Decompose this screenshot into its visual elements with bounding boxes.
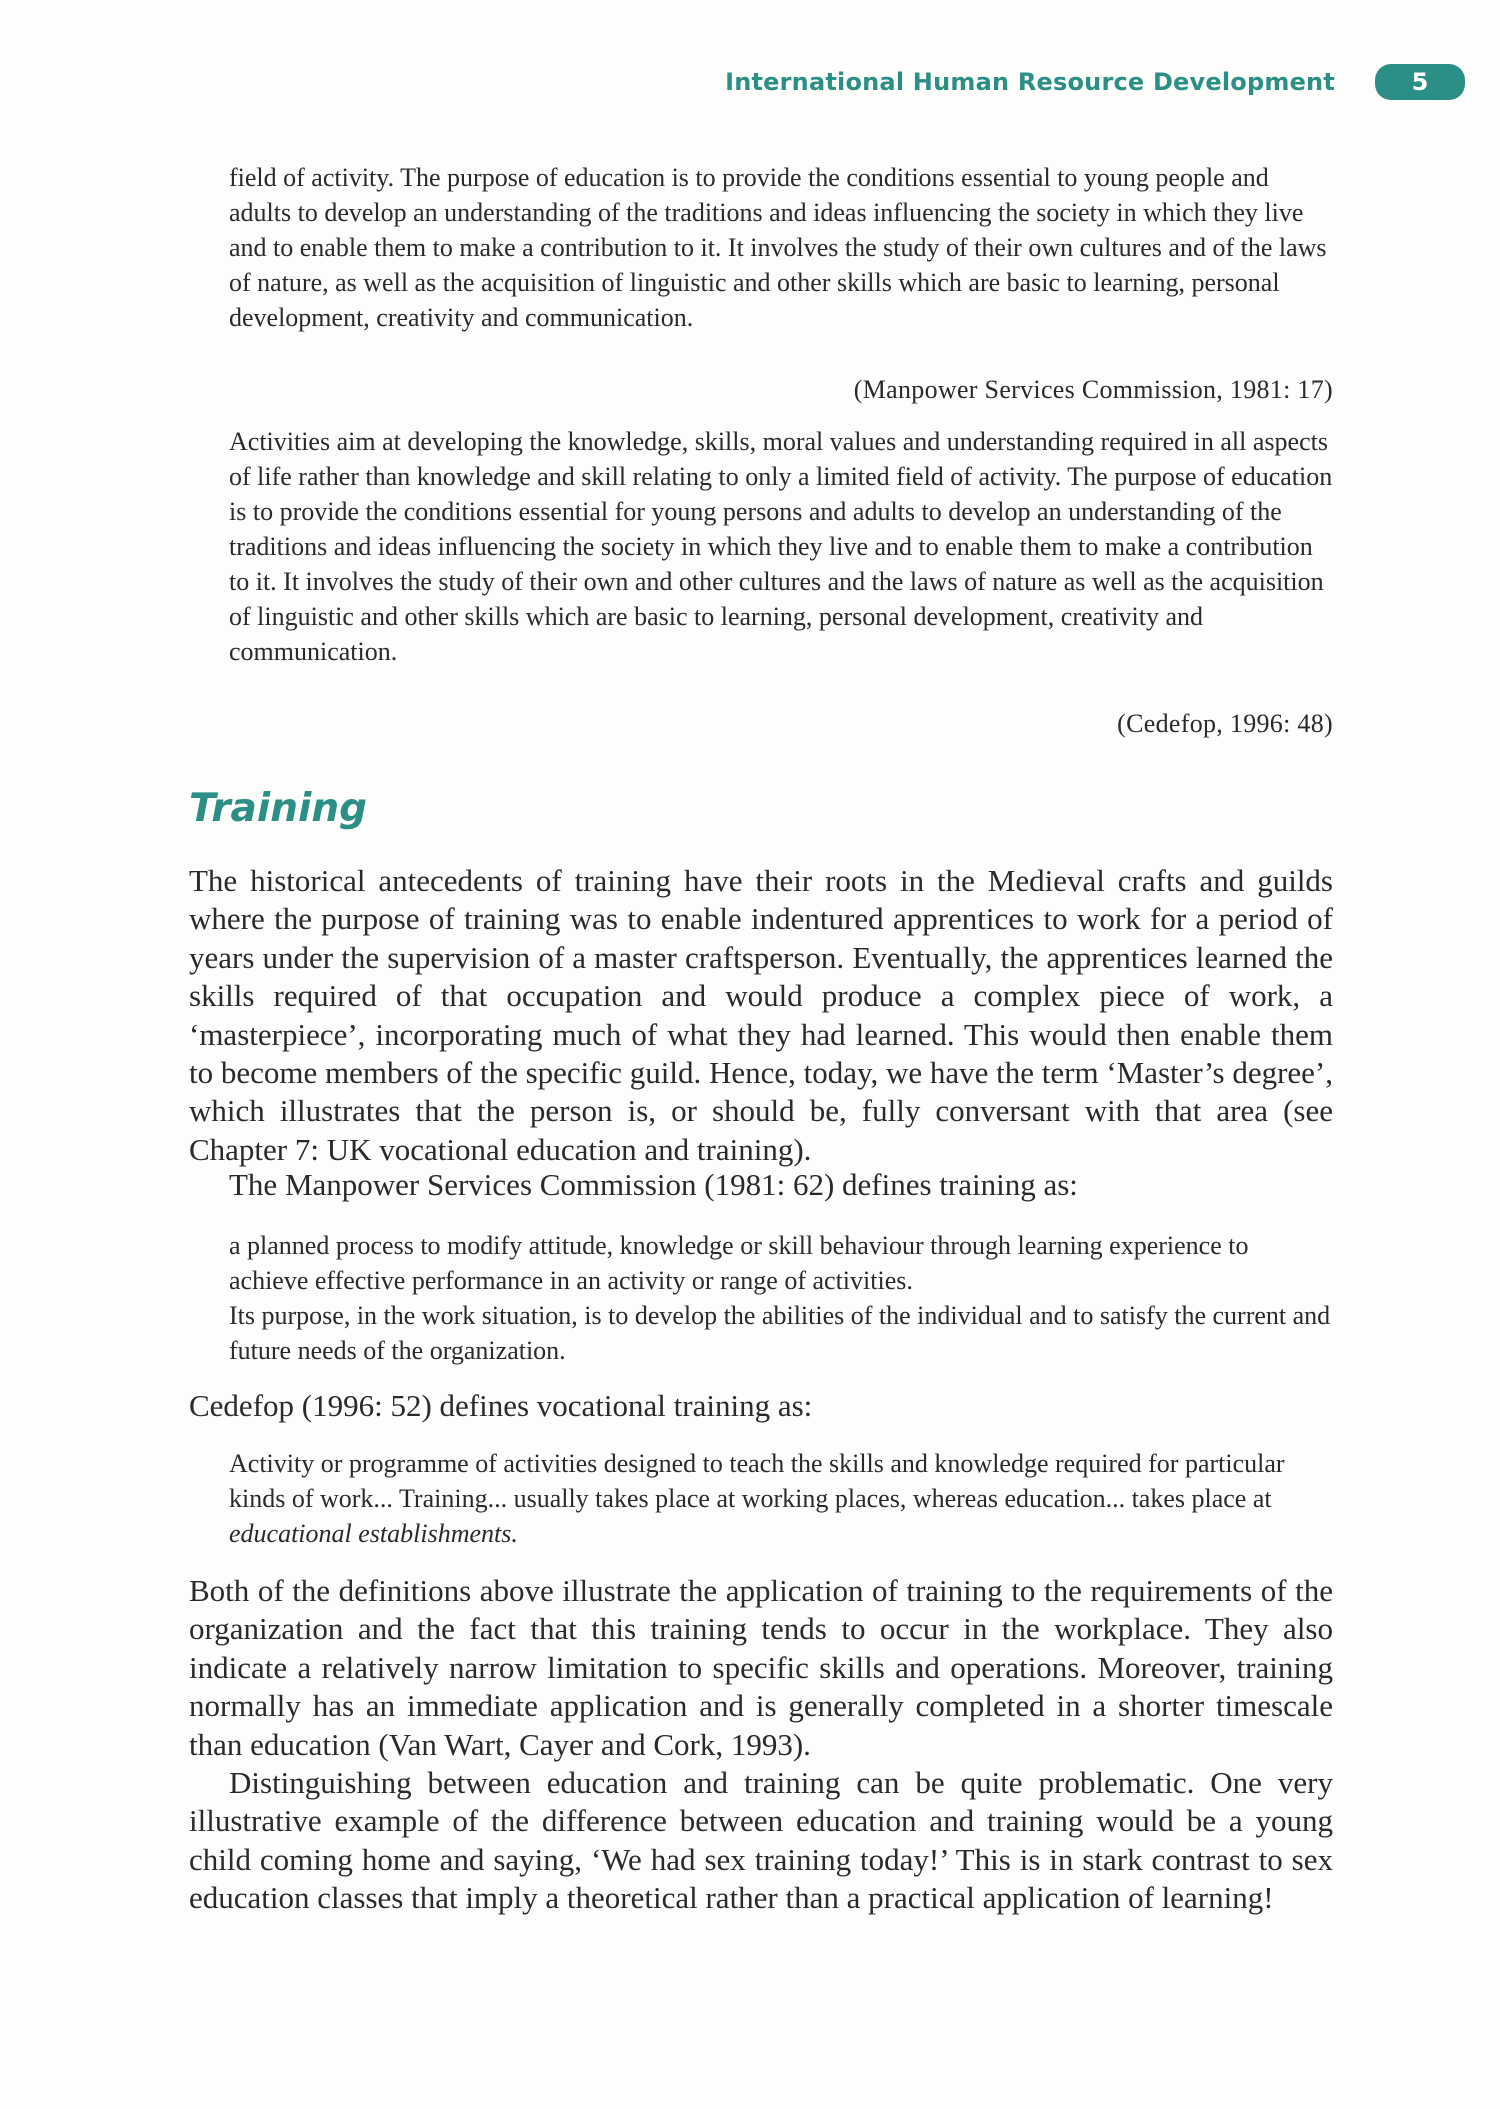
paragraph-2: The Manpower Services Commission (1981: 62) defines training as: — [229, 1167, 1078, 1202]
paragraph-4: Both of the definitions above illustrate the application of training to the requirements of the organization and the fact that this training tends to occur in the workplace. They also indicate a relatively narrow limitation to specific skills and operations. Moreover, training normally has an immediate application and is generally completed in a shorter timescale than education (Van Wart, Cayer and Cork, 1993). — [189, 1573, 1333, 1762]
paragraph-3: Cedefop (1996: 52) defines vocational training as: — [189, 1388, 813, 1423]
citation-2: (Cedefop, 1996: 48) — [1117, 709, 1333, 738]
block-quote-4 — [229, 1446, 1333, 1551]
citation-1: (Manpower Services Commission, 1981: 17) — [853, 375, 1333, 404]
paragraph-5: Distinguishing between education and training can be quite problematic. One very illustrative example of the difference between education and training would be a young child coming home and saying, ‘We had sex training today!’ This is in stark contrast to sex education classes that imply a theoretical rather than a practical application of learning! — [189, 1765, 1333, 1916]
paragraph-1: The historical antecedents of training have their roots in the Medieval crafts and guilds where the purpose of training was to enable indentured apprentices to work for a period of years under the supervision of a master craftsperson. Eventually, the apprentices learned the skills required of that occupation and would produce a complex piece of work, a ‘masterpiece’, incorporating much of what they had learned. This would then enable them to become members of the specific guild. Hence, today, we have the term ‘Master’s degree’, which illustrates that the person is, or should be, fully conversant with that area (see Chapter 7: UK vocational education and training). — [189, 863, 1333, 1167]
block-quote-3-line-2: Its purpose, in the work situation, is to develop the abilities of the individual and to satisfy the current and future needs of the organization. — [229, 1301, 1331, 1365]
block-quote-4-italic: educational establishments. — [229, 1519, 518, 1548]
block-quote-3 — [229, 1228, 1333, 1368]
block-quote-2: Activities aim at developing the knowledge, skills, moral values and understanding required in all aspects of life rather than knowledge and skill relating to only a limited field of activity. The purpose of education is to provide the conditions essential for young persons and adults to develop an understanding of the traditions and ideas influencing the society in which they live and to enable them to make a contribution to it. It involves the study of their own and other cultures and the laws of nature as well as the acquisition of linguistic and other skills which are basic to learning, personal development, creativity and communication. — [229, 427, 1333, 666]
section-heading: Training — [189, 786, 368, 831]
page-number-badge: 5 — [1375, 64, 1465, 100]
block-quote-1: field of activity. The purpose of education is to provide the conditions essential to young people and adults to develop an understanding of the traditions and ideas influencing the society in which they live and to enable them to make a contribution to it. It involves the study of their own cultures and of the laws of nature, as well as the acquisition of linguistic and other skills which are basic to learning, personal development, creativity and communication. — [229, 163, 1327, 332]
block-quote-3-line-1: a planned process to modify attitude, knowledge or skill behaviour through learning experience to achieve effective performance in an activity or range of activities. — [229, 1231, 1249, 1295]
running-title: International Human Resource Development — [725, 68, 1335, 96]
block-quote-4-text: Activity or programme of activities designed to teach the skills and knowledge required for particular kinds of work... Training... usually takes place at working places, whereas education... takes place at — [229, 1449, 1285, 1513]
page-header — [0, 64, 1500, 108]
